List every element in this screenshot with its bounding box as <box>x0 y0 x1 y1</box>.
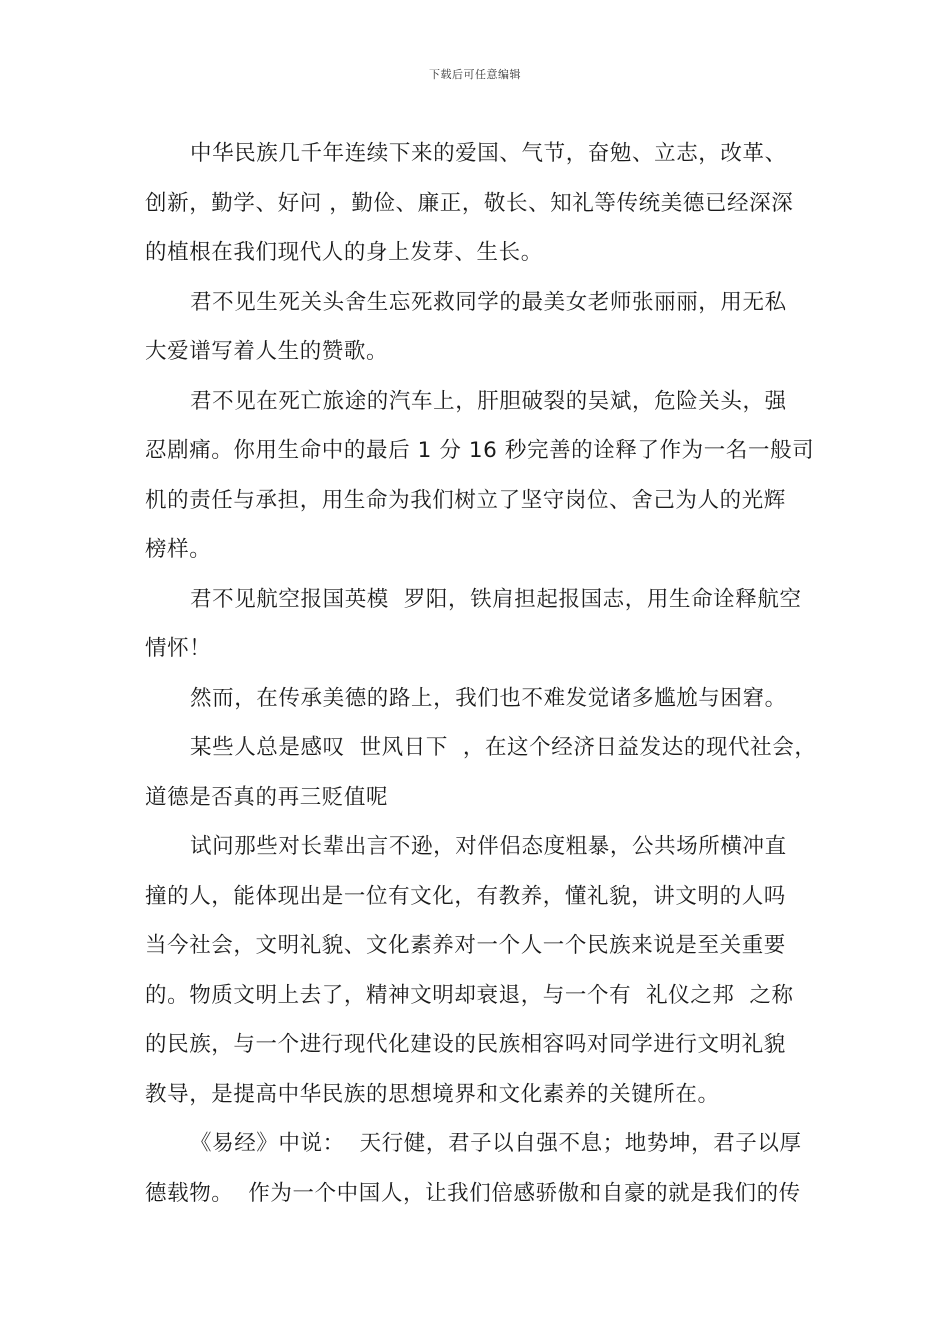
paragraph <box>145 129 825 278</box>
text-line: 然而，在传承美德的路上，我们也不难发觉诸多尴尬与困窘。 <box>190 685 787 711</box>
header-note: 下载后可任意编辑 <box>429 68 521 81</box>
text-line: 的。物质文明上去了，精神文明却衰退，与一个有 礼仪之邦 之称 <box>145 982 794 1008</box>
text-line: 榜样。 <box>145 537 212 562</box>
text-line: 中华民族几千年连续下来的爱国、气节，奋勉、立志，改革、 <box>190 141 787 166</box>
text-line: 德载物。 作为一个中国人，让我们倍感骄傲和自豪的就是我们的传 <box>145 1180 801 1206</box>
text-line: 创新，勤学、好问 ，勤俭、廉正，敬长、知礼等传统美德已经深深 <box>145 190 794 216</box>
text-line: 某些人总是感叹 世风日下 ，在这个经济日益发达的现代社会， <box>190 735 817 760</box>
text-line: 试问那些对长辈出言不逊，对伴侣态度粗暴，公共场所横冲直 <box>190 834 787 859</box>
text-line: 的民族，与一个进行现代化建设的民族相容吗对同学进行文明礼貌 <box>145 1032 786 1057</box>
document-body <box>145 129 825 1218</box>
paragraph <box>145 377 825 575</box>
text-line: 君不见生死关头舍生忘死救同学的最美女老师张丽丽，用无私 <box>190 289 787 315</box>
text-line: 的植根在我们现代人的身上发芽、生长。 <box>145 240 543 265</box>
paragraph <box>145 723 825 822</box>
text-line: 情怀！ <box>145 636 212 661</box>
text-line: 撞的人，能体现出是一位有文化，有教养，懂礼貌，讲文明的人吗 <box>145 883 786 909</box>
text-line: 机的责任与承担，用生命为我们树立了坚守岗位、舍己为人的光辉 <box>145 487 786 513</box>
text-line: 当今社会，文明礼貌、文化素养对一个人一个民族来说是至关重要 <box>145 933 786 958</box>
text-line: 教导，是提高中华民族的思想境界和文化素养的关键所在。 <box>145 1081 720 1107</box>
paragraph <box>145 674 825 724</box>
paragraph <box>145 822 825 1119</box>
text-line: 忍剧痛。你用生命中的最后 1 分 16 秒完善的诠释了作为一名一般司 <box>145 438 815 463</box>
text-line: 君不见在死亡旅途的汽车上，肝胆破裂的吴斌，危险关头，强 <box>190 388 787 414</box>
paragraph <box>145 278 825 377</box>
paragraph <box>145 1119 825 1218</box>
text-line: 道德是否真的再三贬值呢 <box>145 784 389 810</box>
text-line: 大爱谱写着人生的赞歌。 <box>145 339 389 364</box>
paragraph <box>145 575 825 674</box>
text-line: 君不见航空报国英模 罗阳，铁肩担起报国志，用生命诠释航空 <box>190 586 802 612</box>
text-line: 《易经》中说： 天行健，君子以自强不息；地势坤，君子以厚 <box>190 1131 802 1156</box>
